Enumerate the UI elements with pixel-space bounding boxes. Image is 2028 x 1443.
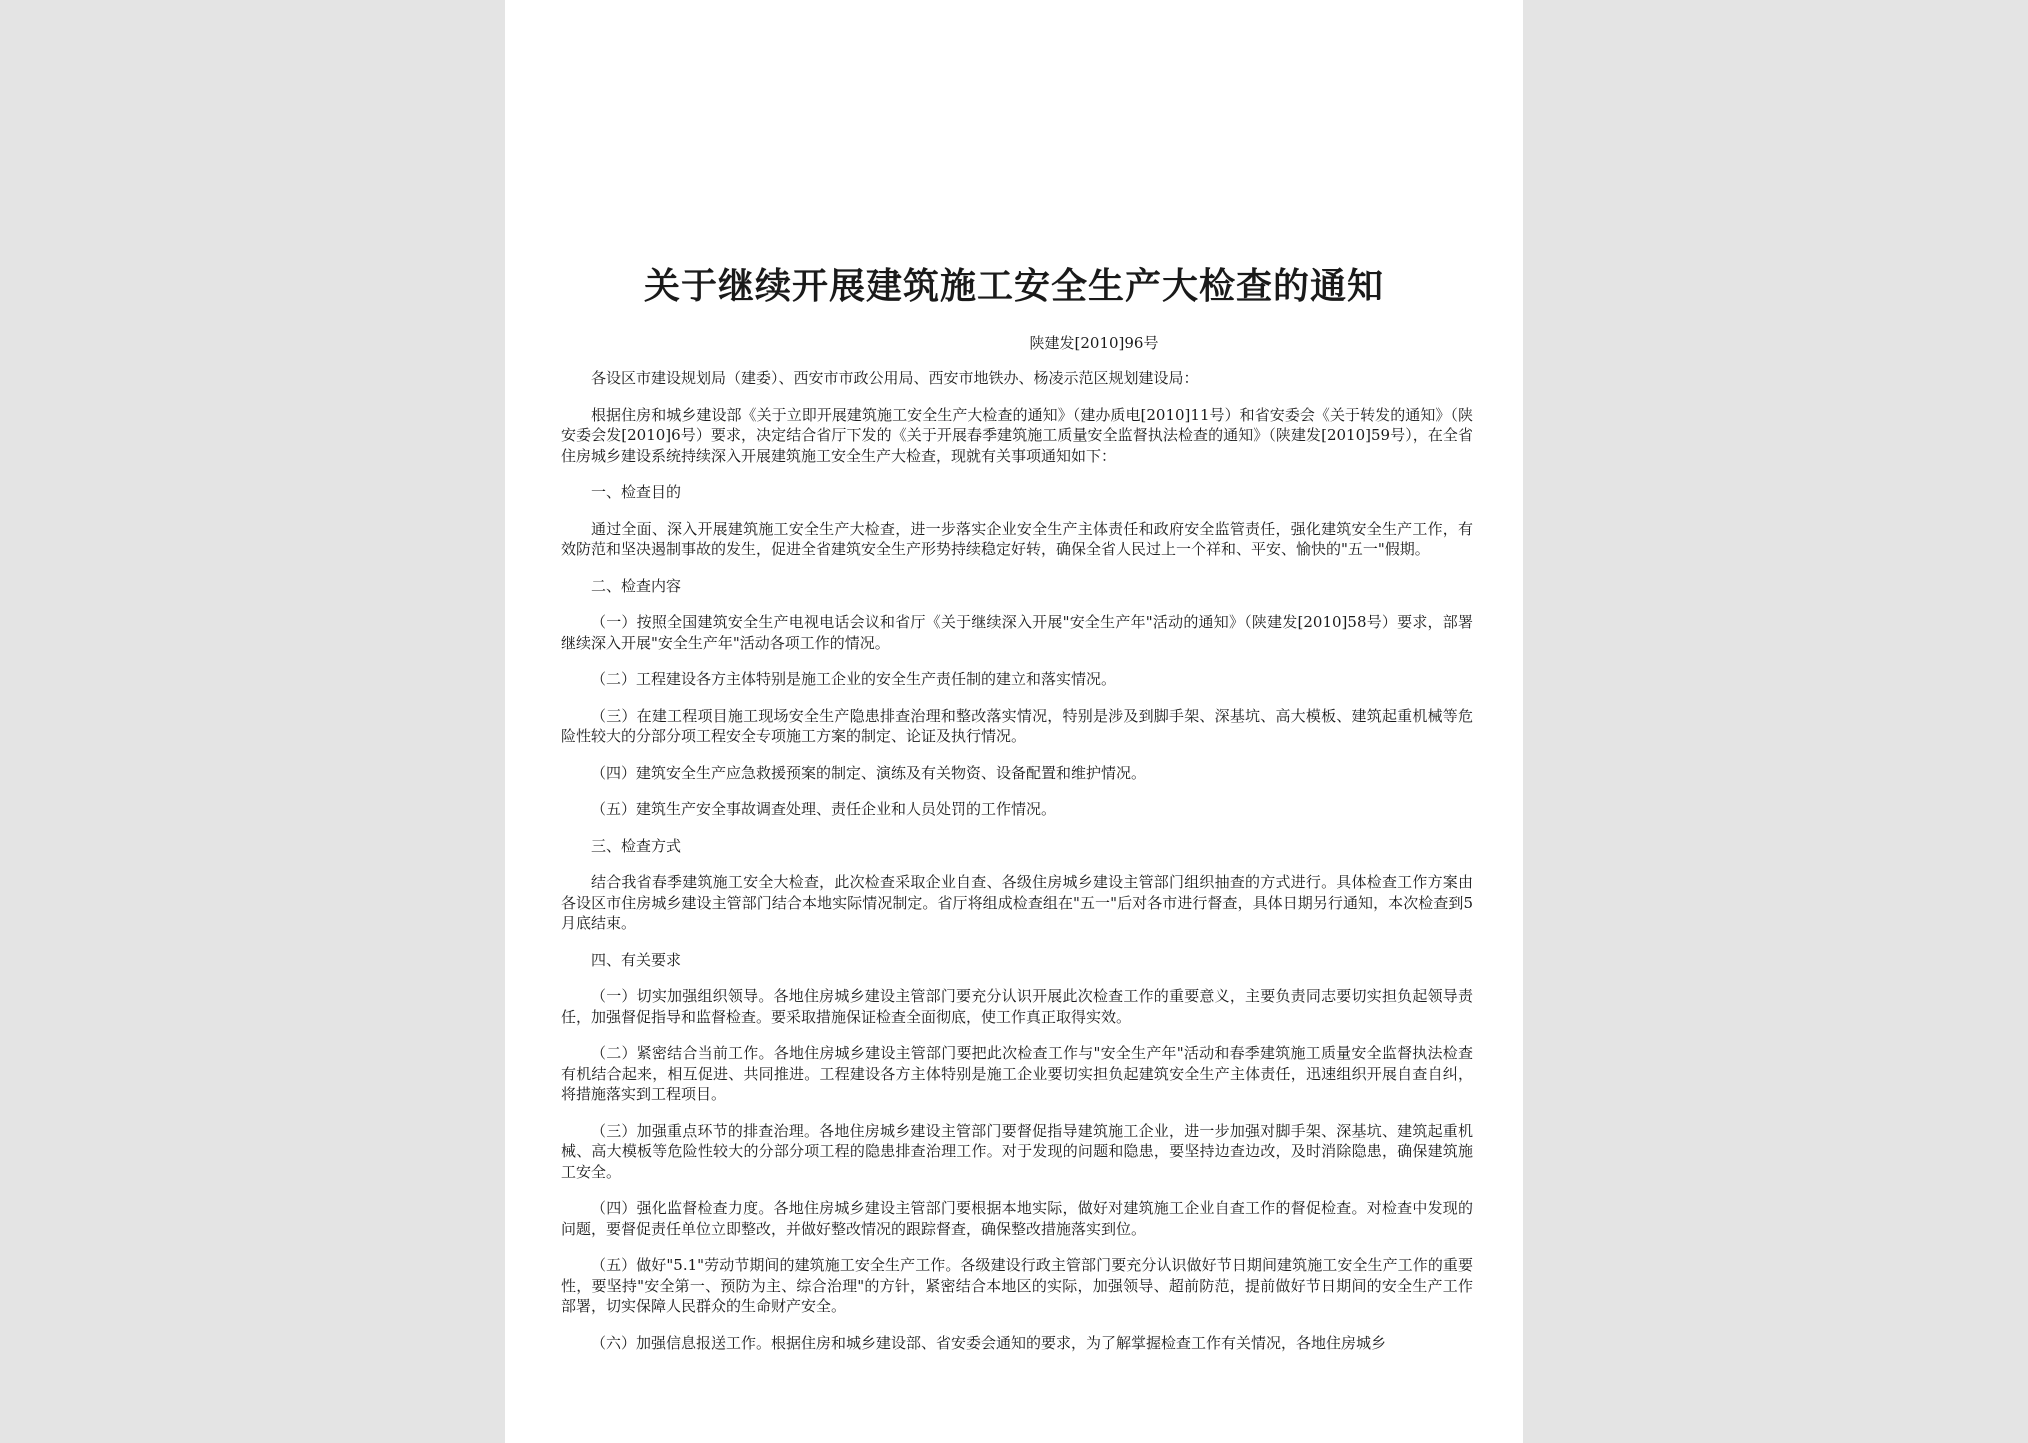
paragraph: （四）建筑安全生产应急救援预案的制定、演练及有关物资、设备配置和维护情况。 (591, 763, 1147, 782)
paragraph: 通过全面、深入开展建筑施工安全生产大检查，进一步落实企业安全生产主体责任和政府安全监管责任，强化建筑安全生产工作，有效防范和坚决遏制事故的发生，促进全省建筑安全生产形势持续稳定好转，确保全省人民过上一个祥和、平安、愉快的"五一"假期。 (561, 519, 1473, 558)
paragraph: 结合我省春季建筑施工安全大检查，此次检查采取企业自查、各级住房城乡建设主管部门组织抽查的方式进行。具体检查工作方案由各设区市住房城乡建设主管部门结合本地实际情况制定。省厅将组成检查组在"五一"后对各市进行督查，具体日期另行通知，本次检查到5月底结束。 (561, 873, 1473, 932)
paragraph: （一）按照全国建筑安全生产电视电话会议和省厅《关于继续深入开展"安全生产年"活动的通知》（陕建发[2010]58号）要求，部署继续深入开展"安全生产年"活动各项工作的情况。 (561, 613, 1473, 652)
section-heading: 一、检查目的 (591, 483, 682, 501)
salutation: 各设区市建设规划局（建委）、西安市市政公用局、西安市地铁办、杨凌示范区规划建设局： (591, 369, 1199, 387)
document-page (505, 0, 1523, 1443)
document-body (561, 368, 1473, 1369)
paragraph: （三）加强重点环节的排查治理。各地住房城乡建设主管部门要督促指导建筑施工企业，进一步加强对脚手架、深基坑、建筑起重机械、高大模板等危险性较大的分部分项工程的隐患排查治理工作。对于发现的问题和隐患，要坚持边查边改，及时消除隐患，确保建筑施工安全。 (561, 1121, 1473, 1181)
section-heading: 四、有关要求 (591, 950, 682, 969)
paragraph: （一）切实加强组织领导。各地住房城乡建设主管部门要充分认识开展此次检查工作的重要意义，主要负责同志要切实担负起领导责任，加强督促指导和监督检查。要采取措施保证检查全面彻底，使工作真正取得实效。 (561, 987, 1473, 1026)
section-heading: 三、检查方式 (591, 836, 682, 855)
section-heading: 二、检查内容 (591, 576, 682, 595)
paragraph: （五）做好"5.1"劳动节期间的建筑施工安全生产工作。各级建设行政主管部门要充分认识做好节日期间建筑施工安全生产工作的重要性，要坚持"安全第一、预防为主、综合治理"的方针，紧密结合本地区的实际，加强领导、超前防范，提前做好节日期间的安全生产工作部署，切实保障人民群众的生命财产安全。 (561, 1256, 1473, 1315)
paragraph: 根据住房和城乡建设部《关于立即开展建筑施工安全生产大检查的通知》（建办质电[2010]11号）和省安委会《关于转发的通知》（陕安委会发[2010]6号）要求，决定结合省厅下发的《关于开展春季建筑施工质量安全监督执法检查的通知》（陕建发[2010]59号），在全省住房城乡建设系统持续深入开展建筑施工安全生产大检查，现就有关事项通知如下： (561, 405, 1473, 465)
document-number: 陕建发[2010]96号 (1029, 334, 1159, 352)
paragraph: （二）工程建设各方主体特别是施工企业的安全生产责任制的建立和落实情况。 (591, 670, 1117, 688)
paragraph: （四）强化监督检查力度。各地住房城乡建设主管部门要根据本地实际，做好对建筑施工企业自查工作的督促检查。对检查中发现的问题，要督促责任单位立即整改，并做好整改情况的跟踪督查，确保整改措施落实到位。 (561, 1199, 1473, 1238)
document-title: 关于继续开展建筑施工安全生产大检查的通知 (643, 266, 1384, 307)
paragraph: （五）建筑生产安全事故调查处理、责任企业和人员处罚的工作情况。 (591, 800, 1057, 818)
paragraph: （六）加强信息报送工作。根据住房和城乡建设部、省安委会通知的要求，为了解掌握检查工作有关情况，各地住房城乡 (591, 1333, 1387, 1352)
paragraph: （三）在建工程项目施工现场安全生产隐患排查治理和整改落实情况，特别是涉及到脚手架、深基坑、高大模板、建筑起重机械等危险性较大的分部分项工程安全专项施工方案的制定、论证及执行情况。 (561, 706, 1473, 745)
paragraph: （二）紧密结合当前工作。各地住房城乡建设主管部门要把此次检查工作与"安全生产年"活动和春季建筑施工质量安全监督执法检查有机结合起来，相互促进、共同推进。工程建设各方主体特别是施工企业要切实担负起建筑安全生产主体责任，迅速组织开展自查自纠，将措施落实到工程项目。 (561, 1044, 1473, 1103)
